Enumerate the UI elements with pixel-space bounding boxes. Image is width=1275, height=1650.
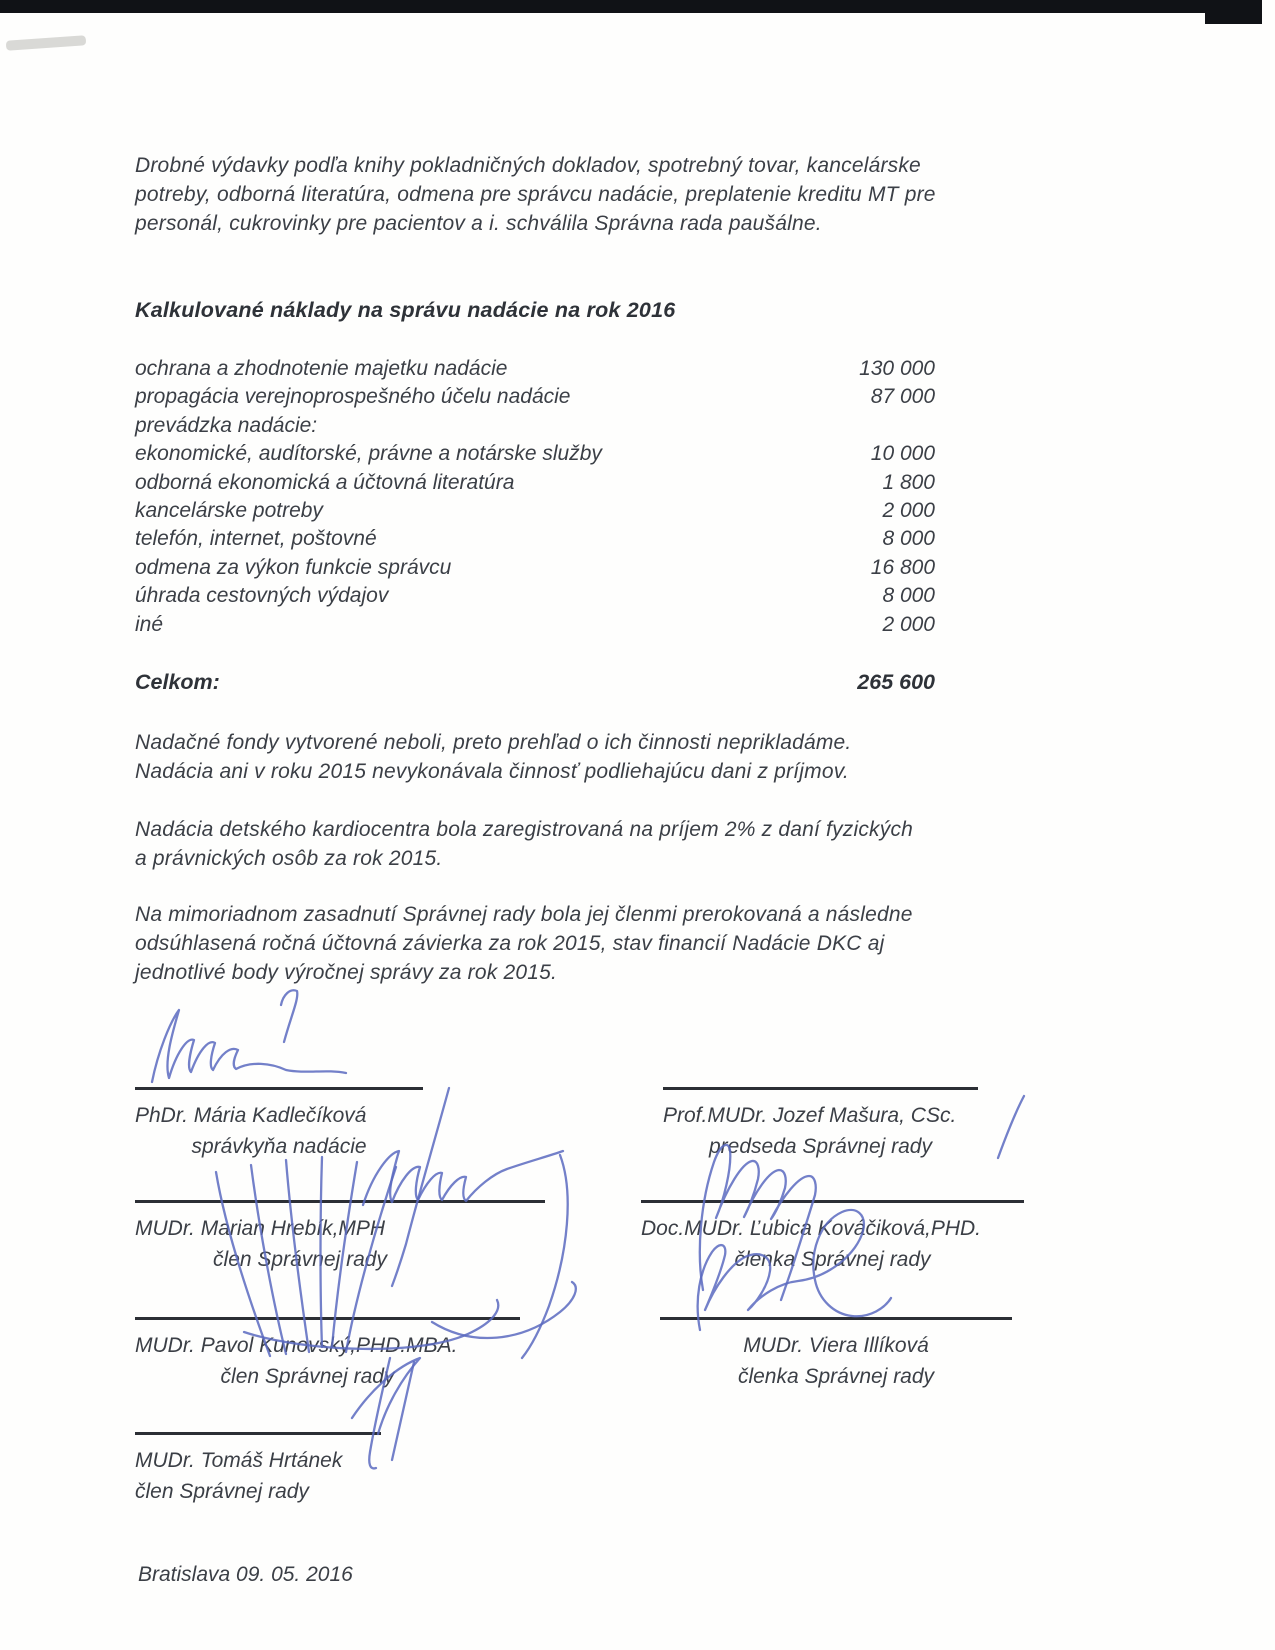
- cost-label: prevádzka nadácie:: [135, 413, 318, 437]
- signature-role: členka Správnej rady: [737, 1365, 935, 1388]
- signature-block-masura: [663, 1087, 978, 1160]
- signature-role: predseda Správnej rady: [709, 1135, 932, 1158]
- signature-name: MUDr. Tomáš Hrtánek: [135, 1449, 343, 1472]
- cost-row: [135, 440, 935, 468]
- signature-line: [660, 1317, 1012, 1320]
- cost-label: propagácia verejnoprospešného účelu nadácie: [135, 385, 571, 409]
- signature-name: MUDr. Pavol Kunovský,PHD.MBA.: [135, 1334, 458, 1357]
- signature-block-kadlecikova: [135, 1087, 423, 1160]
- cost-label: ekonomické, audítorské, právne a notárske služby: [135, 442, 602, 466]
- scan-top-bar-notch: [1205, 0, 1262, 24]
- signature-name: PhDr. Mária Kadlečíková: [135, 1104, 367, 1127]
- cost-row: [135, 412, 935, 440]
- scan-top-bar: [0, 0, 1250, 13]
- signature-block-hrtanek: [135, 1432, 381, 1505]
- cost-row: [135, 469, 935, 497]
- paragraph-line: odsúhlasená ročná účtovná závierka za rok 2015, stav financií Nadácie DKC aj: [135, 931, 885, 955]
- signature-block-illikova: [660, 1317, 1012, 1390]
- paragraph-line: Na mimoriadnom zasadnutí Správnej rady bola jej členmi prerokovaná a následne: [135, 903, 913, 926]
- cost-value: 8 000: [882, 584, 935, 608]
- signature-line: [135, 1087, 423, 1090]
- paragraph-foundation-funds: [135, 729, 851, 787]
- paragraph-line: Drobné výdavky podľa knihy pokladničných dokladov, spotrebný tovar, kancelárske: [135, 154, 921, 177]
- signature-block-hrebik: [135, 1200, 545, 1273]
- total-value: 265 600: [857, 670, 935, 694]
- cost-label: ochrana a zhodnotenie majetku nadácie: [135, 357, 508, 380]
- cost-value: 8 000: [882, 527, 935, 551]
- total-label: Celkom:: [135, 670, 220, 694]
- total-row: [135, 670, 935, 695]
- paragraph-line: Nadačné fondy vytvorené neboli, preto prehľad o ich činnosti neprikladáme.: [135, 731, 852, 754]
- cost-row: [135, 582, 935, 610]
- cost-value: 2 000: [882, 499, 935, 523]
- cost-label: iné: [135, 612, 164, 636]
- signature-role: členka Správnej rady: [734, 1248, 931, 1271]
- signature-name: MUDr. Viera Illíková: [743, 1334, 929, 1357]
- paragraph-line: personál, cukrovinky pre pacientov a i. schválila Správna rada paušálne.: [135, 211, 822, 235]
- cost-value: 130 000: [859, 357, 935, 380]
- signature-role: člen Správnej rady: [213, 1248, 387, 1271]
- cost-row: [135, 383, 935, 411]
- signature-block-kunovsky: [135, 1317, 520, 1390]
- cost-row: [135, 611, 935, 639]
- signature-line: [135, 1317, 520, 1320]
- paragraph-tax-registration: [135, 816, 913, 874]
- cost-value: [795, 412, 935, 440]
- date-line: Bratislava 09. 05. 2016: [138, 1563, 353, 1586]
- cost-row: [135, 554, 935, 582]
- signature-name: MUDr. Marian Hrebík,MPH: [135, 1217, 386, 1240]
- cost-row: [135, 497, 935, 525]
- scan-smudge: [6, 35, 87, 51]
- cost-label: telefón, internet, poštovné: [135, 527, 377, 551]
- signature-role: člen Správnej rady: [220, 1365, 395, 1388]
- cost-value: 87 000: [870, 385, 935, 409]
- ink-signature-kadlecikova: [152, 1010, 346, 1082]
- cost-label: kancelárske potreby: [135, 499, 323, 523]
- cost-row: [135, 525, 935, 553]
- paragraph-line: a právnických osôb za rok 2015.: [135, 846, 443, 870]
- ink-stroke-masura-slash: [998, 1096, 1024, 1158]
- cost-table: [135, 355, 935, 639]
- cost-label: odmena za výkon funkcie správcu: [135, 555, 452, 579]
- signature-line: [663, 1087, 978, 1090]
- cost-value: 2 000: [882, 612, 935, 636]
- paragraph-small-expenses: [135, 152, 936, 238]
- cost-value: 1 800: [882, 470, 935, 494]
- cost-value: 10 000: [870, 442, 935, 466]
- signature-line: [135, 1432, 381, 1435]
- paragraph-board-meeting: [135, 901, 913, 987]
- signature-line: [135, 1200, 545, 1203]
- signature-name: Prof.MUDr. Jozef Mašura, CSc.: [663, 1104, 957, 1127]
- signature-name: Doc.MUDr. Ľubica Kováčiková,PHD.: [641, 1217, 981, 1240]
- paragraph-line: jednotlivé body výročnej správy za rok 2015.: [135, 960, 558, 984]
- signature-role: člen Správnej rady: [135, 1480, 309, 1503]
- signature-line: [641, 1200, 1024, 1203]
- paragraph-line: Nadácia ani v roku 2015 nevykonávala činnosť podliehajúcu dani z príjmov.: [135, 759, 849, 783]
- signature-role: správkyňa nadácie: [191, 1135, 367, 1158]
- signature-block-kovacikova: [641, 1200, 1024, 1273]
- paragraph-line: Nadácia detského kardiocentra bola zaregistrovaná na príjem 2% z daní fyzických: [135, 818, 914, 841]
- cost-label: úhrada cestovných výdajov: [135, 584, 389, 608]
- cost-label: odborná ekonomická a účtovná literatúra: [135, 470, 515, 494]
- cost-row: [135, 355, 935, 383]
- ink-signature-kadlecikova-hook: [281, 990, 297, 1042]
- paragraph-line: potreby, odborná literatúra, odmena pre správcu nadácie, preplatenie kreditu MT pre: [135, 182, 936, 206]
- costs-heading: Kalkulované náklady na správu nadácie na rok 2016: [135, 298, 676, 322]
- cost-value: 16 800: [870, 555, 935, 579]
